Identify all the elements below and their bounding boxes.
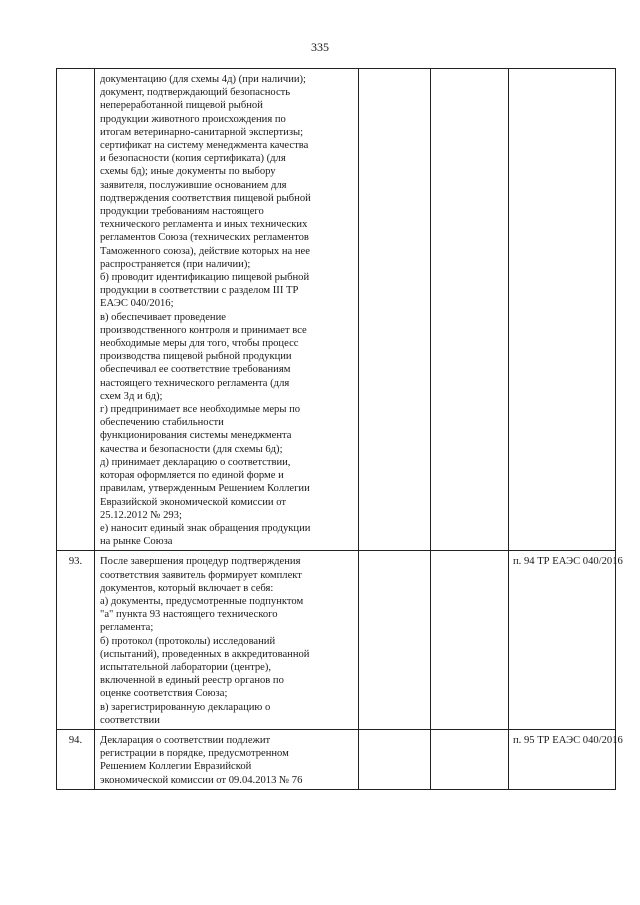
text-line: которая оформляется по единой форме и [100, 470, 284, 482]
text-line: г) предпринимает все необходимые меры по [100, 404, 301, 416]
text-line: продукции требованиям настоящего [100, 206, 264, 218]
text-line: подтверждения соответствия пищевой рыбной [100, 192, 311, 204]
text-line: обеспечению стабильности [100, 417, 224, 429]
text-line: итогам ветеринарно-санитарной экспертизы; [100, 126, 304, 138]
empty-cell [431, 551, 509, 730]
text-line: д) принимает декларацию о соответствии, [100, 456, 291, 468]
text-line: включенной в единый реестр органов по [100, 675, 284, 687]
text-line: б) протокол (протоколы) исследований [100, 635, 276, 647]
text-line: распространяется (при наличии); [100, 258, 251, 270]
reference-cell [509, 69, 616, 551]
text-line: Евразийской экономической комиссии от [100, 496, 286, 508]
text-line: документацию (для схемы 4д) (при наличии); [100, 74, 307, 85]
text-line: регламента; [100, 622, 154, 634]
text-line: обеспечивал ее соответствие требованиям [100, 364, 291, 376]
text-line: в) обеспечивает проведение [100, 311, 226, 323]
requirement-text-cell [95, 551, 359, 730]
text-line: схем 3д и 6д); [100, 390, 163, 402]
reference-cell: п. 94 ТР ЕАЭС 040/2016 [509, 551, 616, 730]
text-line: функционирования системы менеджмента [100, 430, 292, 442]
text-line: на рынке Союза [100, 536, 173, 548]
text-line: оценке соответствия Союза; [100, 688, 228, 700]
row-number-cell: 94. [57, 729, 95, 789]
text-line: настоящего технического регламента (для [100, 377, 290, 389]
text-line: и безопасности (копия сертификата) (для [100, 153, 286, 165]
text-line: непереработанной пищевой рыбной [100, 100, 263, 112]
text-line: регистрации в порядке, предусмотренном [100, 748, 289, 760]
text-line: документ, подтверждающий безопасность [100, 87, 291, 99]
table-row [57, 729, 616, 789]
text-line: а) документы, предусмотренные подпунктом [100, 595, 304, 607]
row-number-cell [57, 69, 95, 551]
empty-cell [359, 551, 431, 730]
text-line: схемы 6д); иные документы по выбору [100, 166, 276, 178]
text-line: (испытаний), проведенных в аккредитованной [100, 648, 310, 660]
text-line: соответствия заявитель формирует комплект [100, 569, 302, 581]
text-line: е) наносит единый знак обращения продукции [100, 522, 311, 534]
text-line: заявителя, послужившие основанием для [100, 179, 287, 191]
text-line: Декларация о соответствии подлежит [100, 734, 271, 746]
text-line: производственного контроля и принимает все [100, 324, 307, 336]
requirement-text-cell [95, 69, 359, 551]
text-line: Решением Коллегии Евразийской [100, 761, 252, 773]
table-row [57, 69, 616, 551]
table-row [57, 551, 616, 730]
text-line: документов, который включает в себя: [100, 582, 274, 594]
table-body [57, 69, 623, 790]
text-line: испытательной лаборатории (центре), [100, 661, 272, 673]
page-number: 335 [311, 40, 329, 54]
text-line: экономической комиссии от 09.04.2013 № 76 [100, 774, 303, 786]
text-line: 25.12.2012 № 293; [100, 509, 182, 521]
text-line: "а" пункта 93 настоящего технического [100, 609, 278, 621]
requirement-text-cell [95, 729, 359, 789]
empty-cell [359, 69, 431, 551]
text-line: правилам, утвержденным Решением Коллегии [100, 483, 310, 495]
text-line: ЕАЭС 040/2016; [100, 298, 174, 310]
empty-cell [431, 69, 509, 551]
text-line: качества и безопасности (для схемы 6д); [100, 443, 283, 455]
text-line: соответствии [100, 714, 160, 726]
requirements-table [56, 68, 623, 790]
text-line: продукции животного происхождения по [100, 113, 286, 125]
text-line: регламентов Союза (технических регламентов [100, 232, 309, 244]
text-line: технического регламента и иных технических [100, 219, 308, 231]
text-line: производства пищевой рыбной продукции [100, 351, 292, 363]
text-line: сертификат на систему менеджмента качества [100, 140, 309, 152]
text-line: необходимые меры для того, чтобы процесс [100, 338, 299, 350]
text-line: После завершения процедур подтверждения [100, 556, 301, 568]
text-line: б) проводит идентификацию пищевой рыбной [100, 272, 310, 284]
empty-cell [431, 729, 509, 789]
text-line: в) зарегистрированную декларацию о [100, 701, 271, 713]
text-line: Таможенного союза), действие которых на нее [100, 245, 310, 257]
reference-cell: п. 95 ТР ЕАЭС 040/2016 [509, 729, 616, 789]
empty-cell [359, 729, 431, 789]
text-line: продукции в соответствии с разделом III ТР [100, 285, 299, 297]
row-number-cell: 93. [57, 551, 95, 730]
